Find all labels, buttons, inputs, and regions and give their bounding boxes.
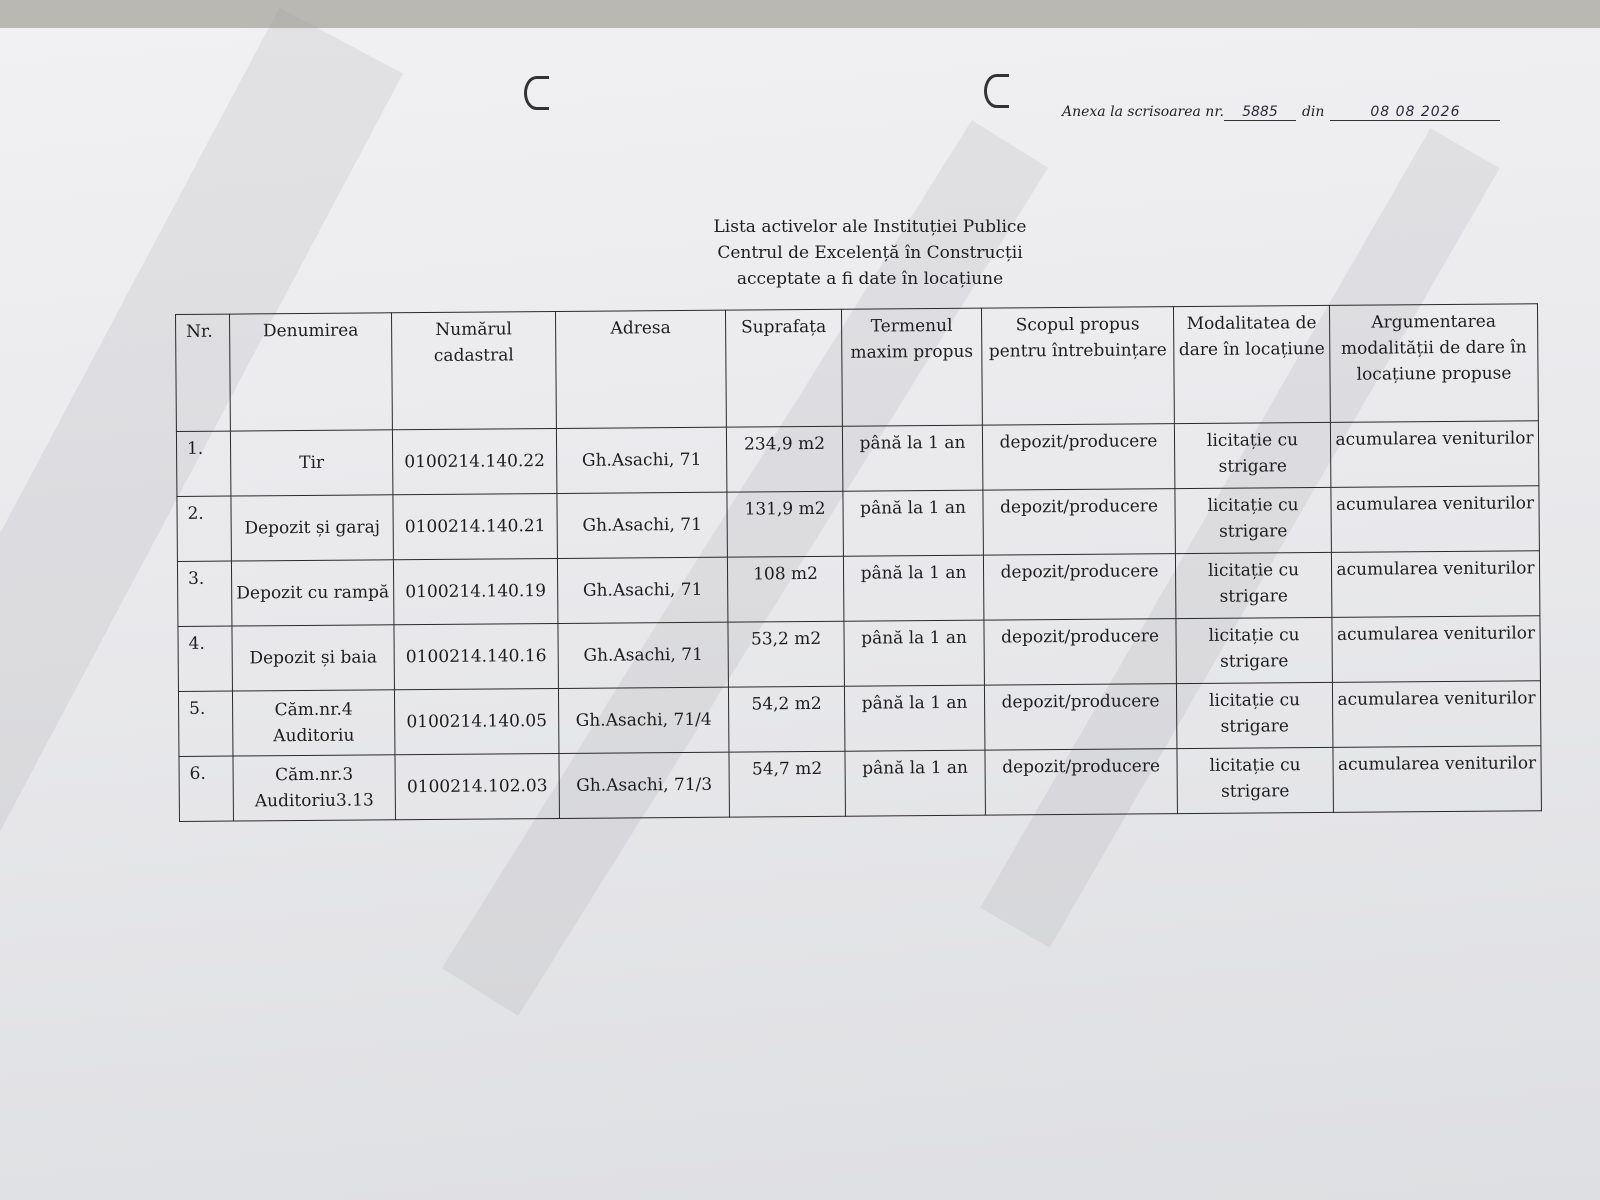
cell-address: Gh.Asachi, 71/4 <box>558 687 729 753</box>
cell-address: Gh.Asachi, 71 <box>556 427 727 493</box>
table-row <box>176 421 1538 497</box>
cell-cadastral: 0100214.102.03 <box>395 753 560 819</box>
cell-term: până la 1 an <box>843 490 984 556</box>
table-row <box>177 486 1539 562</box>
cell-nr: 2. <box>177 496 232 561</box>
cell-argument: acumularea veniturilor <box>1331 486 1540 553</box>
annex-date: 08 08 2026 <box>1330 104 1500 121</box>
binder-hole-right <box>984 74 1009 108</box>
cell-nr: 5. <box>178 691 233 756</box>
table-row <box>178 616 1540 692</box>
cell-purpose: depozit/producere <box>985 749 1178 816</box>
cell-nr: 6. <box>179 756 234 821</box>
cell-nr: 1. <box>176 431 231 496</box>
header-argument: Argumentarea modalității de dare în locațiune propuse <box>1329 304 1538 423</box>
cell-cadastral: 0100214.140.19 <box>393 559 558 625</box>
cell-area: 54,2 m2 <box>728 686 845 752</box>
cell-purpose: depozit/producere <box>982 424 1175 491</box>
cell-area: 234,9 m2 <box>726 426 843 492</box>
header-term: Termenul maxim propus <box>841 308 982 426</box>
cell-purpose: depozit/producere <box>983 489 1176 556</box>
cell-area: 108 m2 <box>727 556 844 622</box>
header-nr: Nr. <box>176 314 231 431</box>
cell-name: Căm.nr.3 Auditoriu3.13 <box>233 755 396 821</box>
cell-term: până la 1 an <box>843 555 984 621</box>
header-area: Suprafața <box>725 309 842 427</box>
cell-method: licitație cu strigare <box>1176 617 1333 683</box>
title-line-1: Lista activelor ale Instituției Publice <box>713 217 1027 237</box>
cell-address: Gh.Asachi, 71/3 <box>559 752 730 818</box>
cell-purpose: depozit/producere <box>984 684 1177 751</box>
annex-din: din <box>1301 104 1325 120</box>
header-name: Denumirea <box>230 313 393 431</box>
assets-table-container <box>175 303 1542 822</box>
annex-reference <box>1062 104 1500 121</box>
annex-label: Anexa la scrisoarea nr. <box>1062 104 1224 120</box>
cell-purpose: depozit/producere <box>984 619 1177 686</box>
table-row <box>179 746 1541 822</box>
header-cadastral: Numărul cadastral <box>391 312 556 430</box>
title-line-3: acceptate a fi date în locațiune <box>736 269 1004 289</box>
table-row <box>178 681 1540 757</box>
cell-address: Gh.Asachi, 71 <box>557 492 728 558</box>
title-line-2: Centrul de Excelență în Construcții <box>717 243 1023 263</box>
cell-address: Gh.Asachi, 71 <box>558 622 729 688</box>
cell-address: Gh.Asachi, 71 <box>557 557 728 623</box>
header-address: Adresa <box>555 310 726 428</box>
binder-hole-left <box>524 76 549 110</box>
cell-argument: acumularea veniturilor <box>1330 421 1539 488</box>
cell-term: până la 1 an <box>844 685 985 751</box>
table-header-row <box>176 304 1539 432</box>
cell-name: Tir <box>230 430 393 496</box>
cell-nr: 3. <box>177 561 232 626</box>
cell-name: Depozit cu rampă <box>231 560 394 626</box>
annex-number: 5885 <box>1224 104 1296 121</box>
header-method: Modalitatea de dare în locațiune <box>1173 305 1330 423</box>
cell-argument: acumularea veniturilor <box>1333 746 1542 813</box>
cell-area: 54,7 m2 <box>729 751 846 817</box>
cell-term: până la 1 an <box>845 750 986 816</box>
cell-method: licitație cu strigare <box>1175 552 1332 618</box>
cell-method: licitație cu strigare <box>1175 487 1332 553</box>
cell-argument: acumularea veniturilor <box>1332 616 1541 683</box>
cell-name: Depozit și baia <box>232 625 395 691</box>
cell-cadastral: 0100214.140.16 <box>394 624 559 690</box>
cell-area: 131,9 m2 <box>727 491 844 557</box>
cell-cadastral: 0100214.140.21 <box>393 494 558 560</box>
cell-cadastral: 0100214.140.22 <box>392 429 557 495</box>
cell-method: licitație cu strigare <box>1174 422 1331 488</box>
cell-method: licitație cu strigare <box>1176 682 1333 748</box>
cell-method: licitație cu strigare <box>1177 747 1334 813</box>
assets-table <box>175 303 1542 822</box>
table-row <box>177 551 1539 627</box>
cell-area: 53,2 m2 <box>728 621 845 687</box>
cell-term: până la 1 an <box>842 425 983 491</box>
cell-name: Căm.nr.4 Auditoriu <box>232 690 395 756</box>
cell-purpose: depozit/producere <box>983 554 1176 621</box>
cell-term: până la 1 an <box>844 620 985 686</box>
cell-argument: acumularea veniturilor <box>1332 681 1541 748</box>
cell-nr: 4. <box>178 626 233 691</box>
cell-argument: acumularea veniturilor <box>1331 551 1540 618</box>
header-purpose: Scopul propus pentru întrebuințare <box>981 307 1174 426</box>
document-title <box>640 214 1100 292</box>
cell-name: Depozit și garaj <box>231 495 394 561</box>
cell-cadastral: 0100214.140.05 <box>394 688 559 754</box>
